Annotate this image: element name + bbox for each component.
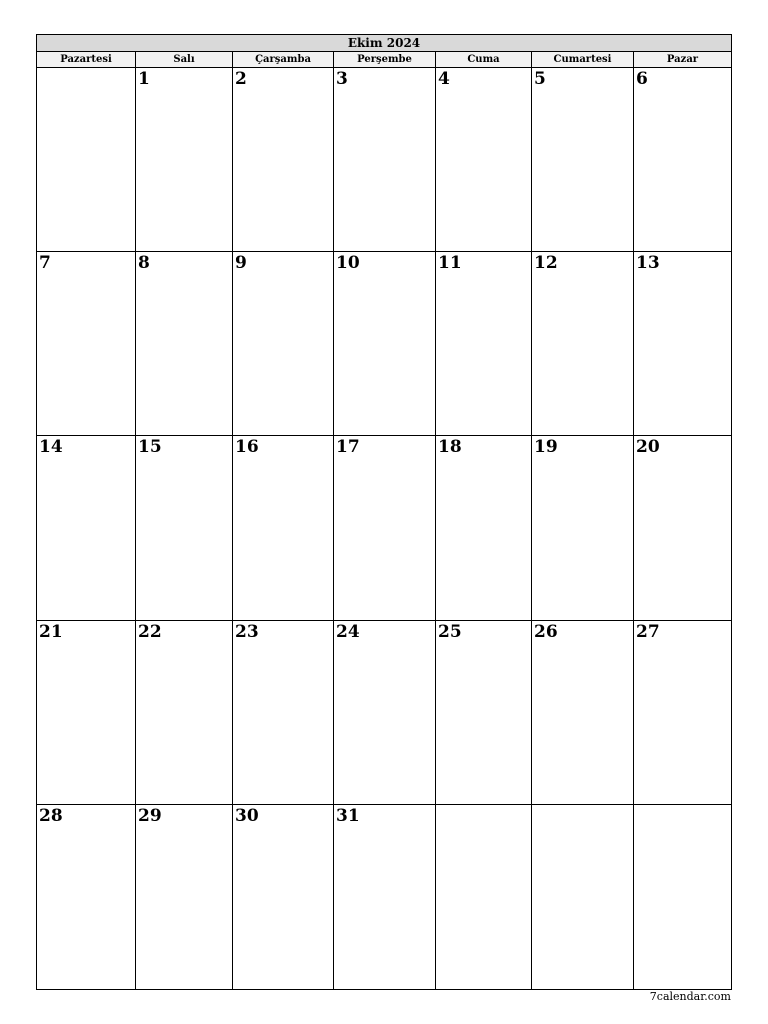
- day-cell: [634, 436, 731, 620]
- day-cell: [532, 805, 634, 989]
- day-cell: [334, 68, 436, 252]
- day-number: 29: [138, 805, 162, 826]
- day-cell: [532, 68, 634, 252]
- day-number: 14: [39, 437, 63, 458]
- day-number: 27: [636, 621, 660, 642]
- day-number: 10: [336, 253, 360, 274]
- day-number: 8: [138, 253, 150, 274]
- day-cell: [634, 805, 731, 989]
- day-cell: [532, 436, 634, 620]
- day-number: 5: [534, 69, 546, 89]
- day-cell: [334, 436, 436, 620]
- day-cell: [532, 252, 634, 436]
- weekday-sunday: Pazar: [666, 54, 699, 65]
- weekday-friday: Cuma: [436, 52, 532, 67]
- day-cell: [436, 68, 532, 252]
- day-cell: [136, 805, 233, 989]
- weekday-tuesday: Salı: [136, 52, 233, 67]
- day-cell: [436, 621, 532, 805]
- day-number: 11: [438, 253, 462, 274]
- day-cell: [334, 252, 436, 436]
- day-number: 24: [336, 621, 360, 642]
- footer-credit: 7calendar.com: [649, 990, 731, 1003]
- day-cell: [136, 621, 233, 805]
- day-number: 20: [636, 437, 660, 458]
- month-calendar: [36, 34, 732, 990]
- day-cell: [37, 252, 136, 436]
- day-cell: [532, 621, 634, 805]
- weekday-monday: Pazartesi: [37, 52, 136, 67]
- day-grid: [37, 68, 731, 989]
- day-number: 13: [636, 253, 660, 274]
- day-number: 2: [235, 69, 247, 89]
- weekday-wednesday: Çarşamba: [233, 52, 334, 67]
- day-number: 17: [336, 437, 360, 458]
- day-cell: [634, 621, 731, 805]
- day-cell: [233, 68, 334, 252]
- day-number: 18: [438, 437, 462, 458]
- weekday-thursday: Perşembe: [334, 52, 436, 67]
- day-number: 26: [534, 621, 558, 642]
- day-number: 4: [438, 69, 450, 89]
- day-number: 9: [235, 253, 247, 274]
- day-cell: [233, 621, 334, 805]
- day-number: 25: [438, 621, 462, 642]
- day-cell: [436, 436, 532, 620]
- day-cell: [334, 805, 436, 989]
- day-cell: [233, 252, 334, 436]
- day-number: 21: [39, 621, 63, 642]
- day-cell: [436, 805, 532, 989]
- day-number: 30: [235, 805, 259, 826]
- day-cell: [37, 621, 136, 805]
- day-number: 16: [235, 437, 259, 458]
- day-number: 22: [138, 621, 162, 642]
- day-cell: [334, 621, 436, 805]
- day-cell: [233, 805, 334, 989]
- day-number: 28: [39, 805, 63, 826]
- day-cell: [136, 68, 233, 252]
- day-number: 12: [534, 253, 558, 274]
- day-number: 3: [336, 69, 348, 89]
- day-number: 6: [636, 69, 648, 89]
- day-cell: [233, 436, 334, 620]
- day-cell: [136, 252, 233, 436]
- day-cell: [37, 436, 136, 620]
- day-cell: [634, 252, 731, 436]
- day-number: 19: [534, 437, 558, 458]
- day-number: 23: [235, 621, 259, 642]
- day-cell: [436, 252, 532, 436]
- day-cell: [634, 68, 731, 252]
- month-title: Ekim 2024: [37, 35, 731, 52]
- day-cell: [37, 805, 136, 989]
- day-cell: [37, 68, 136, 252]
- day-cell: [136, 436, 233, 620]
- day-number: 7: [39, 253, 51, 274]
- weekday-header-row: [37, 52, 731, 68]
- day-number: 31: [336, 805, 360, 826]
- weekday-saturday: Cumartesi: [532, 52, 634, 67]
- day-number: 15: [138, 437, 162, 458]
- day-number: 1: [138, 69, 150, 89]
